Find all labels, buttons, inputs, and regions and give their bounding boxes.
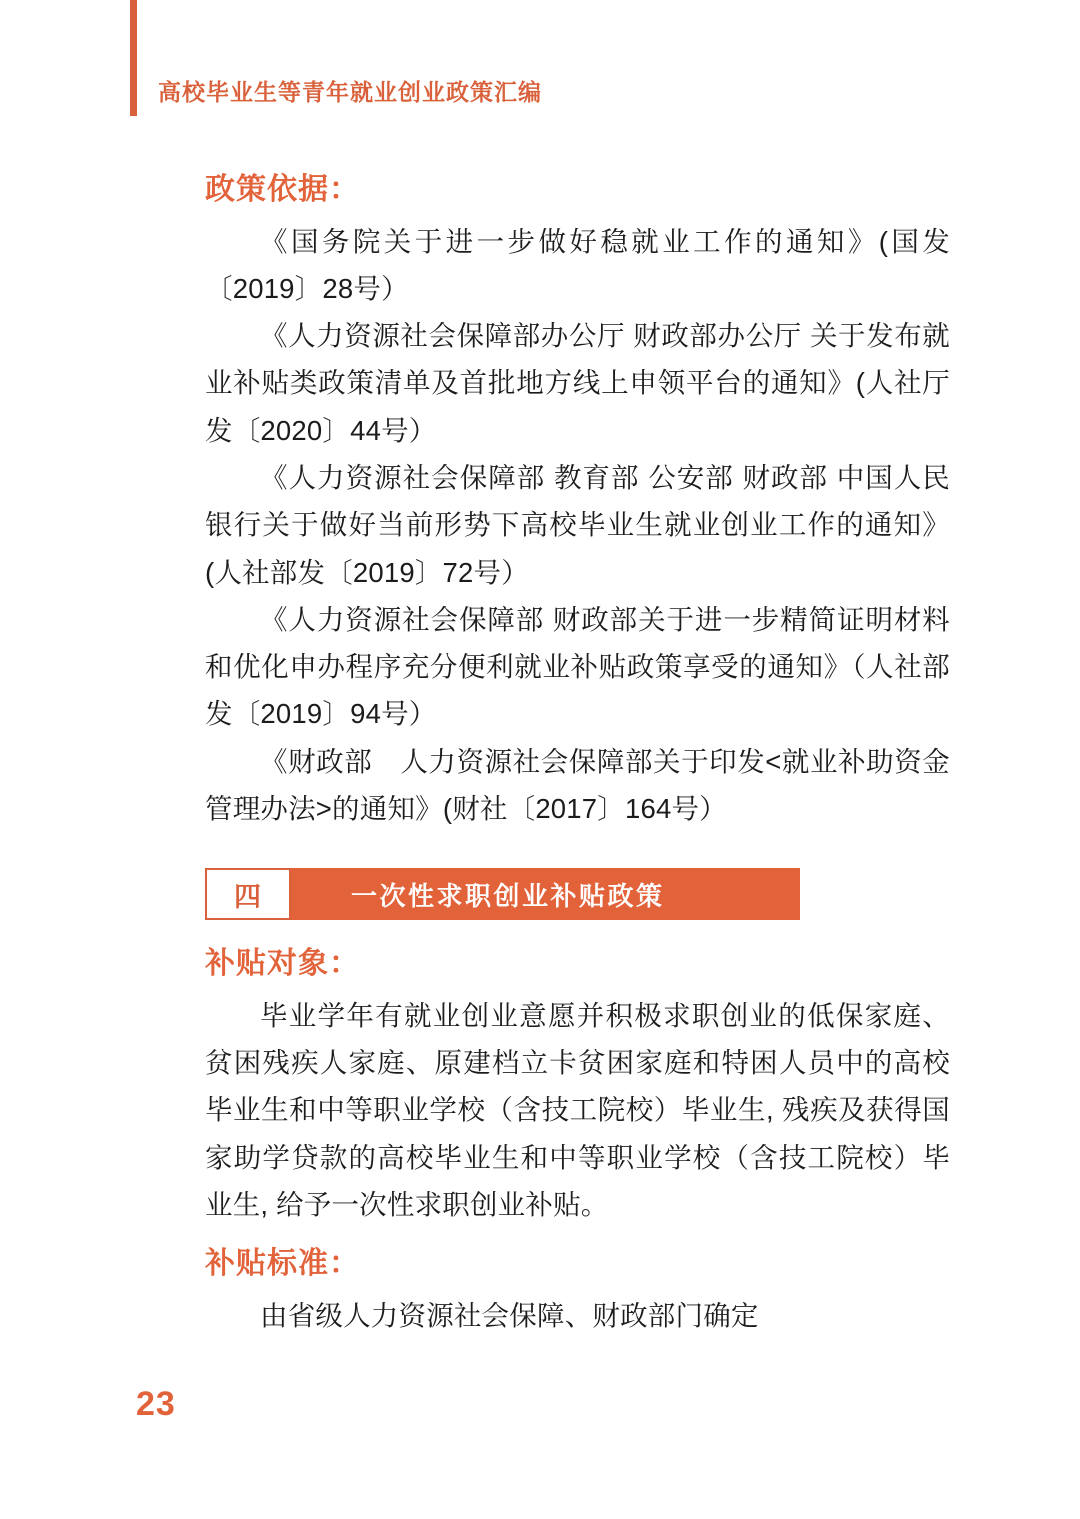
policy-basis-item-1: 《国务院关于进一步做好稳就业工作的通知》(国发〔2019〕28号） bbox=[205, 225, 950, 304]
section-number: 四 bbox=[205, 868, 291, 920]
subsidy-target-text: 毕业学年有就业创业意愿并积极求职创业的低保家庭、贫困残疾人家庭、原建档立卡贫困家庭和特困人员中的高校毕业生和中等职业学校（含技工院校）毕业生, 残疾及获得国家助学贷款的高校毕业生和中等职业学校（含技工院校）毕业生, 给予一次性求职创业补贴。 bbox=[205, 999, 950, 1221]
policy-basis-item-2: 《人力资源社会保障部办公厅 财政部办公厅 关于发布就业补贴类政策清单及首批地方线上申领平台的通知》(人社厅发〔2020〕44号） bbox=[205, 320, 950, 446]
spacer bbox=[205, 1228, 950, 1242]
subsidy-target-heading: 补贴对象： bbox=[205, 947, 360, 981]
section-banner bbox=[205, 868, 800, 920]
subsidy-standard-text: 由省级人力资源社会保障、财政部门确定 bbox=[260, 1299, 759, 1331]
policy-basis-item-5: 《财政部 人力资源社会保障部关于印发<就业补助资金管理办法>的通知》(财社〔2017〕164号） bbox=[205, 745, 950, 825]
policy-basis-item-4: 《人力资源社会保障部 财政部关于进一步精简证明材料和优化申办程序充分便利就业补贴政策享受的通知》（人社部发〔2019〕94号） bbox=[205, 603, 950, 730]
header-accent-bar bbox=[130, 0, 137, 116]
subsidy-standard-heading: 补贴标准： bbox=[205, 1247, 360, 1281]
policy-basis-heading: 政策依据： bbox=[205, 173, 360, 206]
page-number: 23 bbox=[136, 1385, 176, 1423]
section-title: 一次性求职创业补贴政策 bbox=[291, 868, 800, 920]
policy-basis-item-3: 《人力资源社会保障部 教育部 公安部 财政部 中国人民银行关于做好当前形势下高校毕业生就业创业工作的通知》(人社部发〔2019〕72号） bbox=[205, 461, 950, 588]
page-content bbox=[205, 168, 950, 1339]
header-running-title: 高校毕业生等青年就业创业政策汇编 bbox=[158, 79, 542, 105]
page-header bbox=[0, 0, 1080, 130]
